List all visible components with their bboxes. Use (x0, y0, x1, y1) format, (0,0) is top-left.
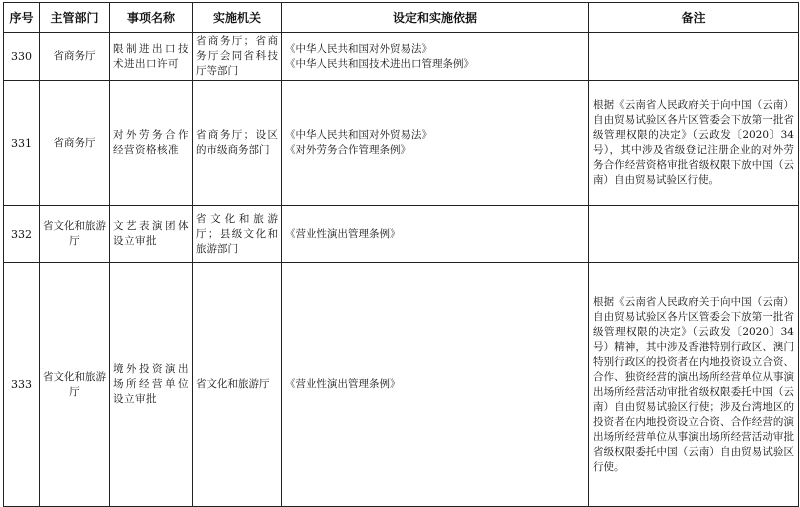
row-basis (282, 33, 589, 81)
table-row (4, 33, 799, 81)
row-basis (282, 206, 589, 263)
table-row (4, 206, 799, 263)
row-dept: 省商务厅 (40, 81, 110, 206)
row-org: 省商务厅；省商务厅会同省科技厅等部门 (193, 33, 282, 81)
row-dept: 省商务厅 (40, 33, 110, 81)
row-note: 根据《云南省人民政府关于向中国（云南）自由贸易试验区各片区管委会下放第一批省级管理权限的决定》（云政发〔2020〕34号）精神，其中涉及香港特别行政区、澳门特别行政区的投资者在内地投资设立合资、合作、独资经营的演出场所经营单位从事演出场所经营活动审批省级权限委托中国（云南）自由贸易试验区行使；涉及台湾地区的投资者在内地投资设立合资、合作经营的演出场所经营单位从事演出场所经营活动审批省级权限委托中国（云南）自由贸易试验区行使。 (589, 263, 799, 507)
basis-line: 《中华人民共和国对外贸易法》 (285, 42, 432, 55)
basis-line: 《营业性演出管理条例》 (285, 227, 401, 240)
row-item: 对外劳务合作经营资格核准 (110, 81, 193, 206)
row-item: 文艺表演团体设立审批 (110, 206, 193, 263)
approval-items-table (3, 2, 799, 507)
table-header-row (4, 3, 799, 33)
table-row (4, 263, 799, 507)
row-no: 330 (4, 33, 40, 81)
row-org: 省文化和旅游厅 (193, 263, 282, 507)
row-dept: 省文化和旅游厅 (40, 206, 110, 263)
header-basis: 设定和实施依据 (282, 3, 589, 33)
row-item: 限制进出口技术进出口许可 (110, 33, 193, 81)
row-note (589, 33, 799, 81)
row-org: 省文化和旅游厅；县级文化和旅游部门 (193, 206, 282, 263)
header-no: 序号 (4, 3, 40, 33)
row-dept: 省文化和旅游厅 (40, 263, 110, 507)
header-note: 备注 (589, 3, 799, 33)
row-no: 332 (4, 206, 40, 263)
header-org: 实施机关 (193, 3, 282, 33)
row-note (589, 206, 799, 263)
row-item: 境外投资演出场所经营单位设立审批 (110, 263, 193, 507)
basis-line: 《营业性演出管理条例》 (285, 378, 401, 390)
basis-line: 《中华人民共和国技术进出口管理条例》 (285, 57, 474, 70)
row-no: 331 (4, 81, 40, 206)
table-row (4, 81, 799, 206)
row-basis (282, 81, 589, 206)
row-no: 333 (4, 263, 40, 507)
row-basis (282, 263, 589, 507)
basis-line: 《中华人民共和国对外贸易法》 (285, 129, 432, 141)
basis-line: 《对外劳务合作管理条例》 (285, 144, 411, 156)
document-page (3, 2, 798, 500)
row-note: 根据《云南省人民政府关于向中国（云南）自由贸易试验区各片区管委会下放第一批省级管理权限的决定》（云政发〔2020〕34号），其中涉及省级登记注册企业的对外劳务合作经营资格审批省级权限下放中国（云南）自由贸易试验区行使。 (589, 81, 799, 206)
header-item: 事项名称 (110, 3, 193, 33)
header-dept: 主管部门 (40, 3, 110, 33)
row-org: 省商务厅；设区的市级商务部门 (193, 81, 282, 206)
